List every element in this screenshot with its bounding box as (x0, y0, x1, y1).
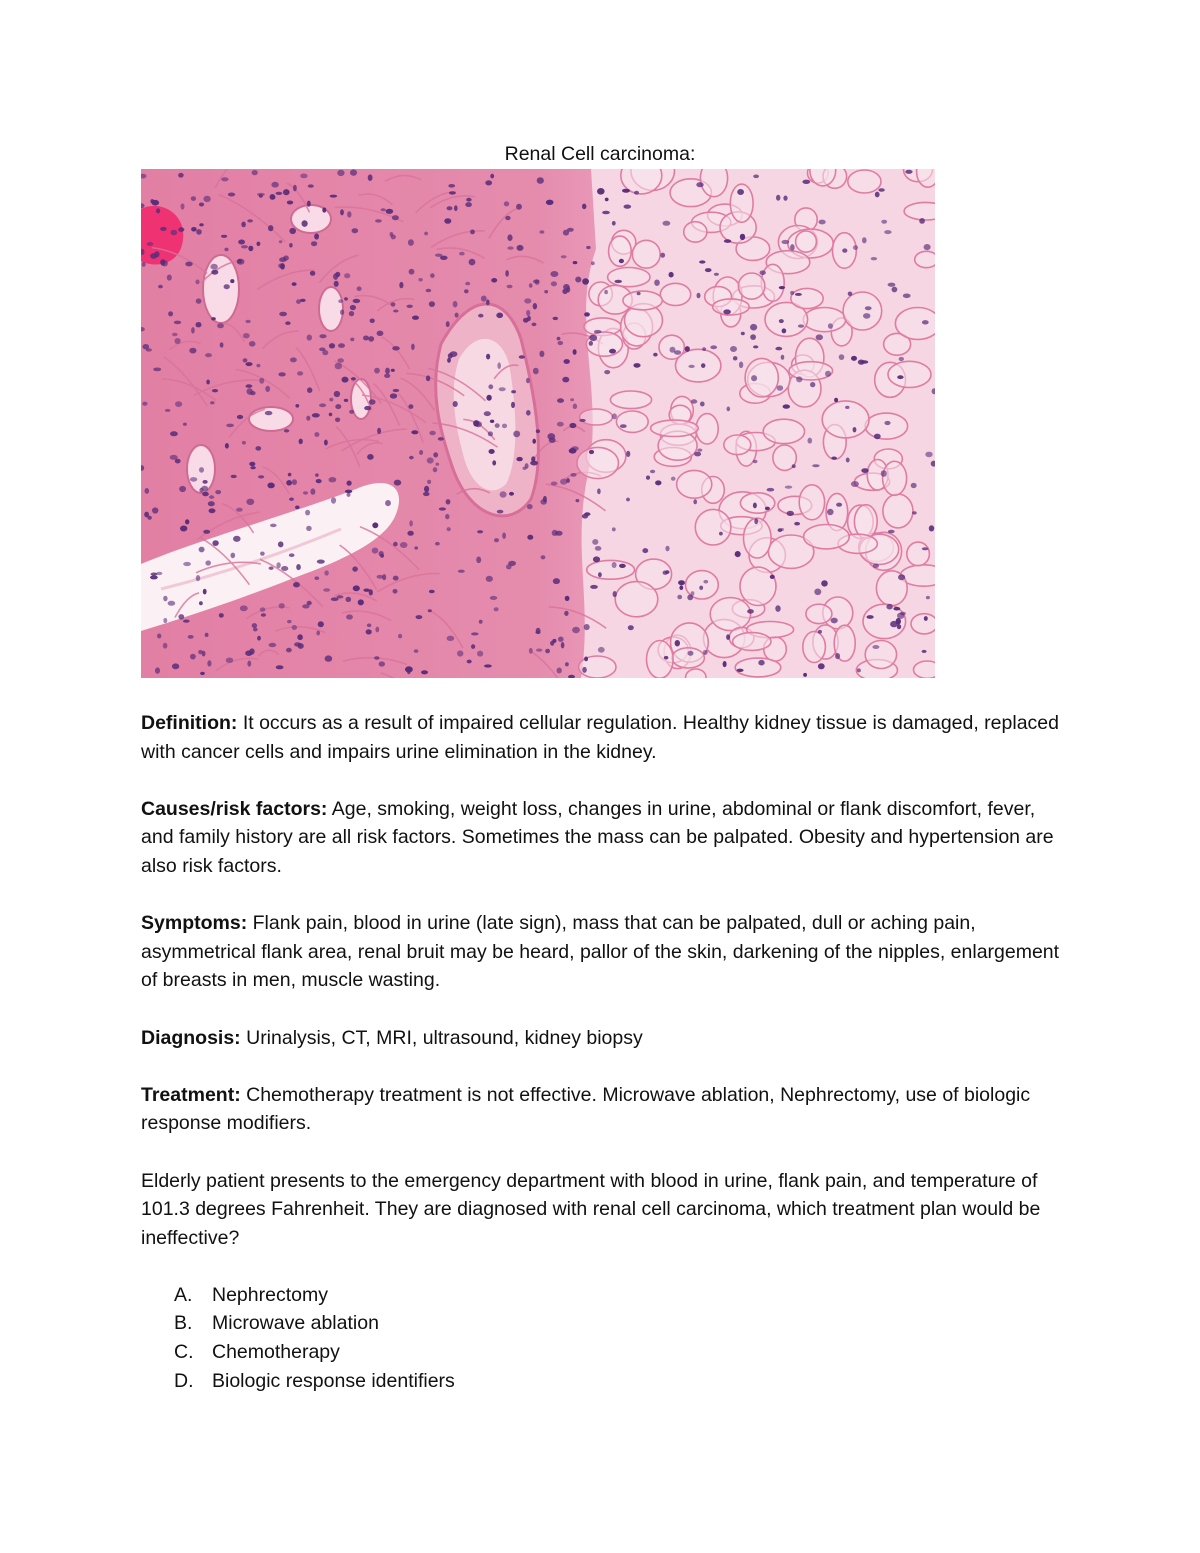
histology-image-graphic (141, 169, 935, 678)
option-c (141, 1338, 1061, 1367)
section-label: Causes/risk factors: (141, 797, 328, 820)
option-a (141, 1281, 1061, 1310)
section-symptoms (141, 909, 1061, 995)
option-letter: D. (174, 1369, 194, 1392)
section-text: Age, smoking, weight loss, changes in urine, abdominal or flank discomfort, fever, and family history are all risk factors. Sometimes the mass can be palpated. Obesity and hypertension are also risk factors. (141, 797, 1054, 877)
section-text: Flank pain, blood in urine (late sign), mass that can be palpated, dull or aching pain, asymmetrical flank area, renal bruit may be heard, pallor of the skin, darkening of the nipples, enlargement of breasts in men, muscle wasting. (141, 912, 1060, 992)
option-b (141, 1309, 1061, 1338)
section-definition (141, 709, 1061, 766)
option-d (141, 1367, 1061, 1396)
section-diagnosis (141, 1024, 1061, 1053)
section-treatment (141, 1081, 1061, 1138)
option-letter: C. (174, 1341, 194, 1364)
section-text: Urinalysis, CT, MRI, ultrasound, kidney biopsy (240, 1026, 643, 1049)
answer-options (141, 1281, 1061, 1395)
section-label: Symptoms: (141, 912, 248, 935)
section-text: It occurs as a result of impaired cellular regulation. Healthy kidney tissue is damaged, replaced with cancer cells and impairs urine elimination in the kidney. (141, 712, 1059, 763)
option-text: Microwave ablation (212, 1312, 379, 1335)
document-title: Renal Cell carcinoma: (504, 143, 696, 165)
option-text: Biologic response identifiers (212, 1369, 455, 1392)
section-label: Treatment: (141, 1083, 241, 1106)
section-label: Definition: (141, 712, 238, 734)
section-text: Chemotherapy treatment is not effective. Microwave ablation, Nephrectomy, use of biologic response modifiers. (141, 1083, 1031, 1135)
option-text: Chemotherapy (212, 1341, 340, 1364)
option-text: Nephrectomy (212, 1283, 328, 1306)
document-body (141, 709, 1061, 1395)
question-text: Elderly patient presents to the emergency department with blood in urine, flank pain, and temperature of 101.3 degrees Fahrenheit. They are diagnosed with renal cell carcinoma, which treatment plan would be ineffective? (141, 1169, 1041, 1249)
section-label: Diagnosis: (141, 1026, 241, 1049)
option-letter: B. (174, 1312, 193, 1335)
section-causes (141, 795, 1061, 881)
histology-image (141, 169, 935, 678)
option-letter: A. (174, 1283, 193, 1306)
